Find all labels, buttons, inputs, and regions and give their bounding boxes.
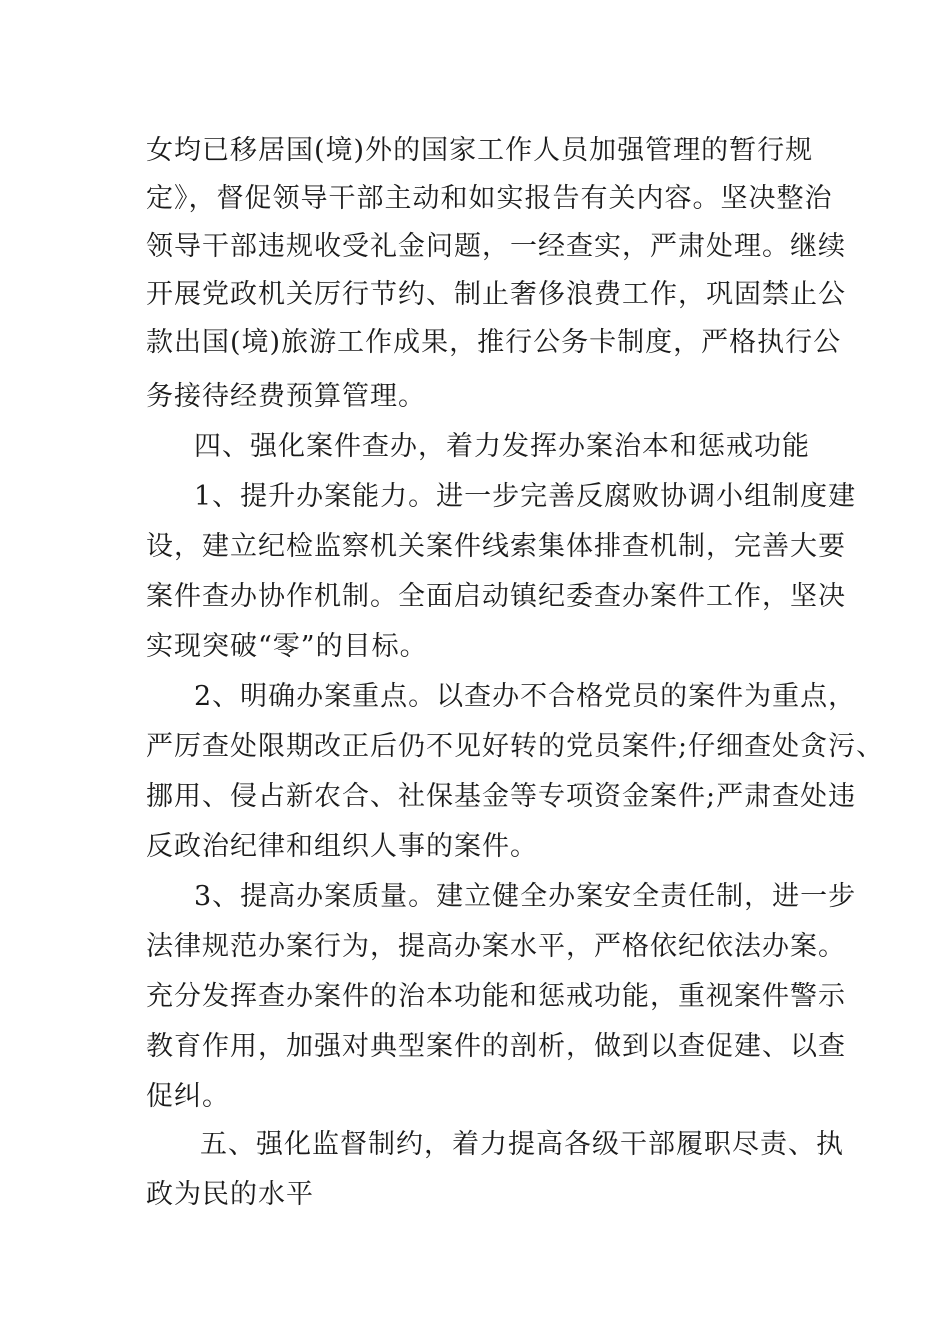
paragraph-line: 实现突破“零”的目标。 [146,631,428,662]
paragraph-line: 教育作用，加强对典型案件的剖析，做到以查促建、以查 [146,1031,846,1062]
paragraph-line: 反政治纪律和组织人事的案件。 [146,831,538,862]
paragraph-line: 1、提升办案能力。进一步完善反腐败协调小组制度建 [194,481,857,512]
paragraph-line: 充分发挥查办案件的治本功能和惩戒功能，重视案件警示 [146,981,846,1012]
paragraph-line: 女均已移居国(境)外的国家工作人员加强管理的暂行规 [146,135,814,166]
paragraph-line: 挪用、侵占新农合、社保基金等专项资金案件;严肃查处违 [146,781,857,812]
paragraph-line: 设，建立纪检监察机关案件线索集体排查机制，完善大要 [146,531,846,562]
paragraph-line: 定》，督促领导干部主动和如实报告有关内容。坚决整治 [146,183,833,214]
section-heading-5: 五、强化监督制约，着力提高各级干部履职尽责、执 [200,1129,844,1160]
paragraph-line: 促纠。 [146,1081,230,1112]
paragraph-line: 2、明确办案重点。以查办不合格党员的案件为重点， [194,681,857,712]
paragraph-line: 政为民的水平 [146,1179,314,1210]
paragraph-line: 法律规范办案行为，提高办案水平，严格依纪依法办案。 [146,931,846,962]
paragraph-line: 款出国(境)旅游工作成果，推行公务卡制度，严格执行公 [146,327,842,358]
paragraph-line: 领导干部违规收受礼金问题，一经查实，严肃处理。继续 [146,231,846,262]
paragraph-line: 开展党政机关厉行节约、制止奢侈浪费工作，巩固禁止公 [146,279,846,310]
paragraph-line: 3、提高办案质量。建立健全办案安全责任制，进一步 [194,881,857,912]
paragraph-line: 严厉查处限期改正后仍不见好转的党员案件;仔细查处贪污、 [146,731,885,762]
paragraph-line: 务接待经费预算管理。 [146,381,426,412]
section-heading-4: 四、强化案件查办，着力发挥办案治本和惩戒功能 [194,431,810,462]
paragraph-line: 案件查办协作机制。全面启动镇纪委查办案件工作，坚决 [146,581,846,612]
